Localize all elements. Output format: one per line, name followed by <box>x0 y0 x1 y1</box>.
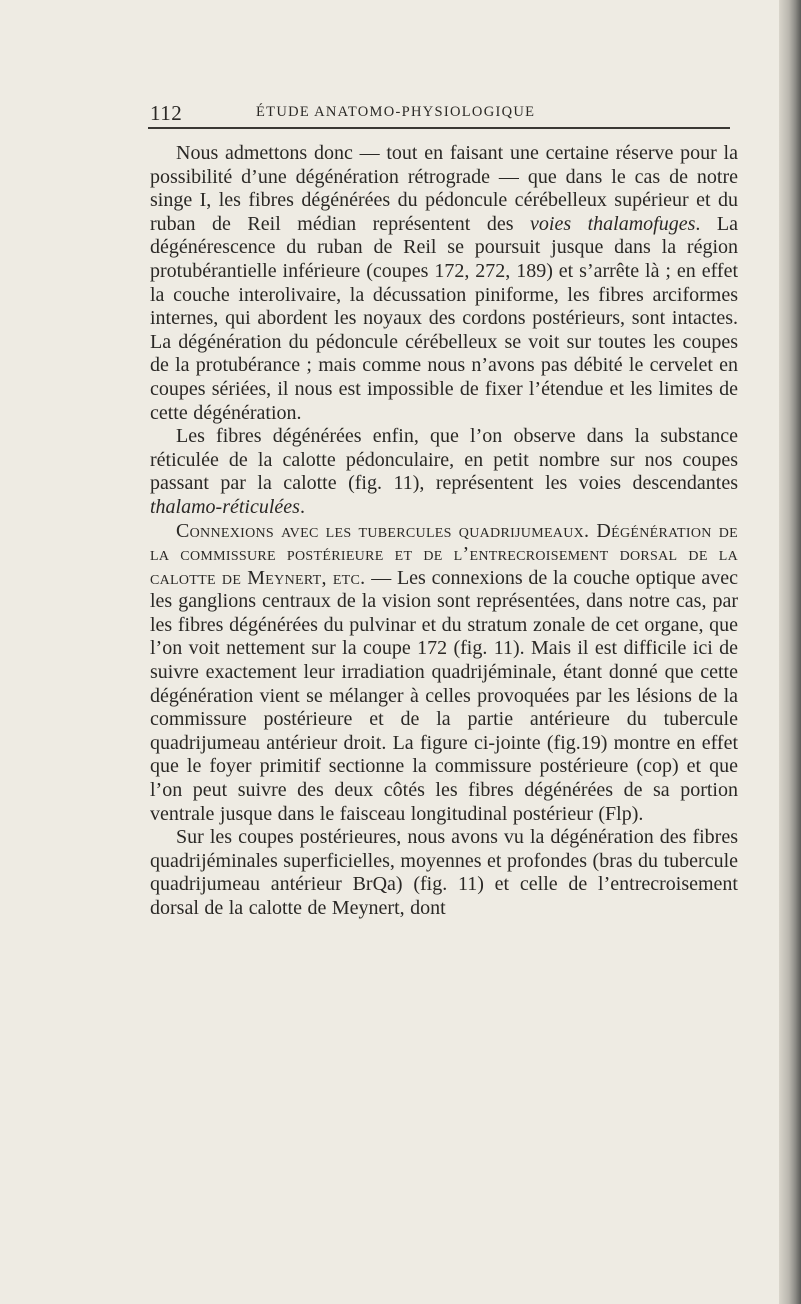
header-rule <box>148 127 730 129</box>
paragraph-1 <box>150 142 738 425</box>
paragraph-1-text-c: . La dégénérescence du ruban de Reil se poursuit jusque dans la région protubérantielle inférieure (coupes 172, 272, 189) et s’arrête là ; en effet la couche interolivaire, la décussation piniforme, les fibres arciformes internes, qui abordent les noyaux des cordons postérieurs, sont intactes. La dégénération du pédoncule cérébelleux se voit sur toutes les coupes de la protubérance ; mais comme nous n’avons pas débité le cervelet en coupes sériées, il nous est impossible de fixer l’étendue et les limites de cette dégénération. <box>150 212 739 424</box>
running-head: ÉTUDE ANATOMO-PHYSIOLOGIQUE <box>256 104 536 120</box>
paragraph-4 <box>150 826 738 920</box>
section-heading: Connexions avec les tubercules quadrijumeaux. Dégénération de la commissure postérieure et de l’entrecroisement dorsal de la calotte de Meynert, etc. <box>150 519 738 589</box>
page-number: 112 <box>150 101 183 125</box>
paragraph-2-text-a: Les fibres dégénérées enfin, que l’on observe dans la substance réticulée de la calotte pédonculaire, en petit nombre sur nos coupes passant par la calotte (fig. 11), représentent les voies descendantes <box>150 425 738 495</box>
paragraph-3-text: — Les connexions de la couche optique avec les ganglions centraux de la vision sont représentées, dans notre cas, par les fibres dégénérées du pulvinar et du stratum zonale de cet organe, que l’on voit nettement sur la coupe 172 (fig. 11). Mais il est difficile ici de suivre exactement leur irradiation quadrijéminale, étant donné que cette dégénération vient se mélanger à celles provoquées par les lésions de la commissure postérieure et de la partie antérieure du tubercule quadrijumeau antérieur droit. La figure ci-jointe (fig.19) montre en effet que le foyer primitif sectionne la commissure postérieure (cop) et que l’on peut suivre des deux côtés les fibres dégénérées de sa portion ventrale jusque dans le faisceau longitudinal postérieur (Flp). <box>150 566 738 825</box>
body-text <box>150 142 738 921</box>
paragraph-4-text: Sur les coupes postérieures, nous avons vu la dégénération des fibres quadrijéminales superficielles, moyennes et profondes (bras du tubercule quadrijumeau antérieur BrQa) (fig. 11) et celle de l’entrecroisement dorsal de la calotte de Meynert, dont <box>150 826 738 919</box>
page-edge-shadow <box>779 0 801 1304</box>
paragraph-1-text-a: Nous admettons donc — tout en faisant une certaine réserve pour la possibilité d’une dégénération rétrograde — que dans le cas de notre singe I, les fibres dégénérées du pédoncule cérébelleux supérieur et du ruban de Reil médian représentent des <box>150 142 738 235</box>
paragraph-2-text-c: . <box>299 495 305 518</box>
paragraph-3 <box>150 520 738 827</box>
paragraph-2 <box>150 425 738 519</box>
term-thalamo-reticulees: thalamo-réticulées <box>150 495 300 518</box>
term-voies-thalamofuges: voies thalamofuges <box>530 212 696 235</box>
